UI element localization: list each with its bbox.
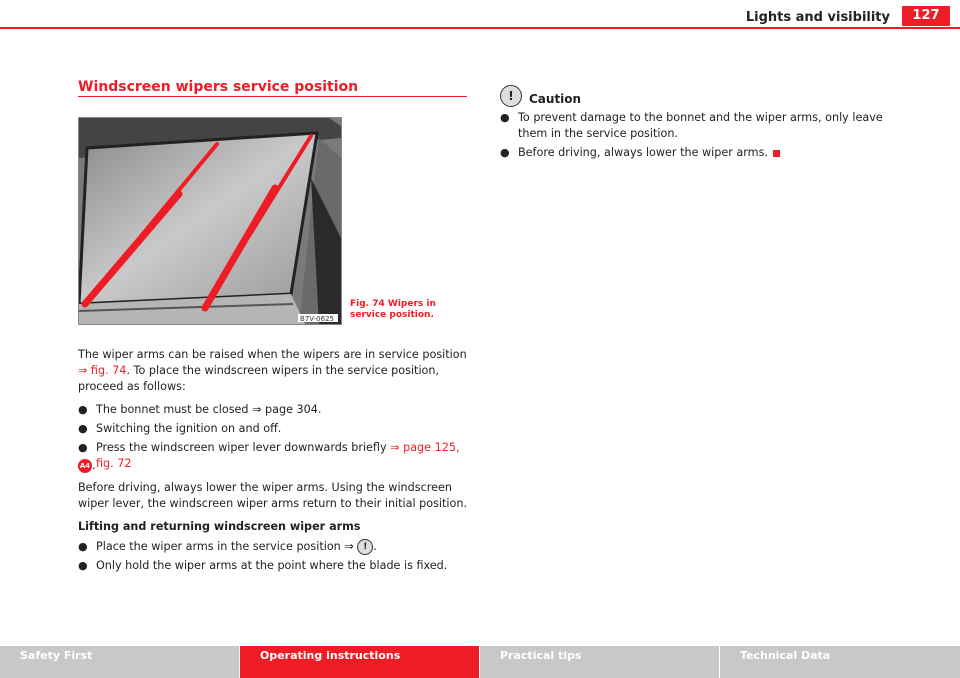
wiper-service-figure [78,117,342,325]
bullet-icon: ● [78,559,88,572]
caution-item-2-text: Before driving, always lower the wiper arms. [518,146,768,159]
lifting-step-1-text: Place the wiper arms in the service position ⇒ [96,540,358,553]
bullet-icon: ● [500,146,510,159]
bullet-icon: ● [78,441,88,454]
step-3-after: . [92,459,96,472]
intro-paragraph [78,347,470,395]
bullet-icon: ● [78,422,88,435]
lifting-subheading: Lifting and returning windscreen wiper arms [78,520,361,533]
tab-practical-tips[interactable]: Practical tips [480,646,720,678]
lifting-step-2: Only hold the wiper arms at the point where the blade is fixed. [96,559,448,572]
page-number: 127 [902,6,950,26]
figure-caption: Fig. 74 Wipers in service position. [350,299,436,320]
tab-technical-data[interactable]: Technical Data [720,646,960,678]
section-title: Windscreen wipers service position [78,79,359,95]
fig-74-link[interactable]: ⇒ fig. 74 [78,364,127,377]
A4-badge-icon: A4 [78,459,92,473]
footer-nav [0,646,960,678]
tab-safety-first[interactable]: Safety First [0,646,240,678]
bullet-icon: ● [78,540,88,553]
before-driving-paragraph: Before driving, always lower the wiper arms. Using the windscreen wiper lever, the windscreen wiper arms return to their initial position. [78,481,468,510]
step-2: Switching the ignition on and off. [96,422,282,435]
step-3-badge-line [78,458,470,474]
warning-circle-icon[interactable]: ! [357,539,373,555]
caution-item-1: To prevent damage to the bonnet and the wiper arms, only leave them in the service position. [518,111,883,140]
tab-operating-instructions[interactable]: Operating instructions [240,646,480,678]
section-end-icon [773,150,780,157]
page-125-link[interactable]: ⇒ page 125, fig. 72 [96,441,460,470]
caution-item-2 [518,145,890,161]
step-3-text: Press the windscreen wiper lever downwards briefly [96,441,391,454]
lifting-step-1-after: . [373,540,377,553]
page-header-title: Lights and visibility [745,10,890,25]
step-1: The bonnet must be closed ⇒ page 304. [96,403,322,416]
caution-warning-icon: ! [500,85,522,107]
bullet-icon: ● [500,111,510,124]
windscreen-wiper-illustration [79,118,341,324]
lifting-step-1 [96,539,470,555]
header-divider [0,27,960,29]
figure-code: B7V-0625 [300,315,334,323]
bullet-icon: ● [78,403,88,416]
intro-text-1: The wiper arms can be raised when the wipers are in service position [78,348,467,361]
section-divider [78,96,467,97]
caution-title: Caution [529,92,582,106]
intro-text-2: . To place the windscreen wipers in the service position, proceed as follows: [78,364,440,393]
